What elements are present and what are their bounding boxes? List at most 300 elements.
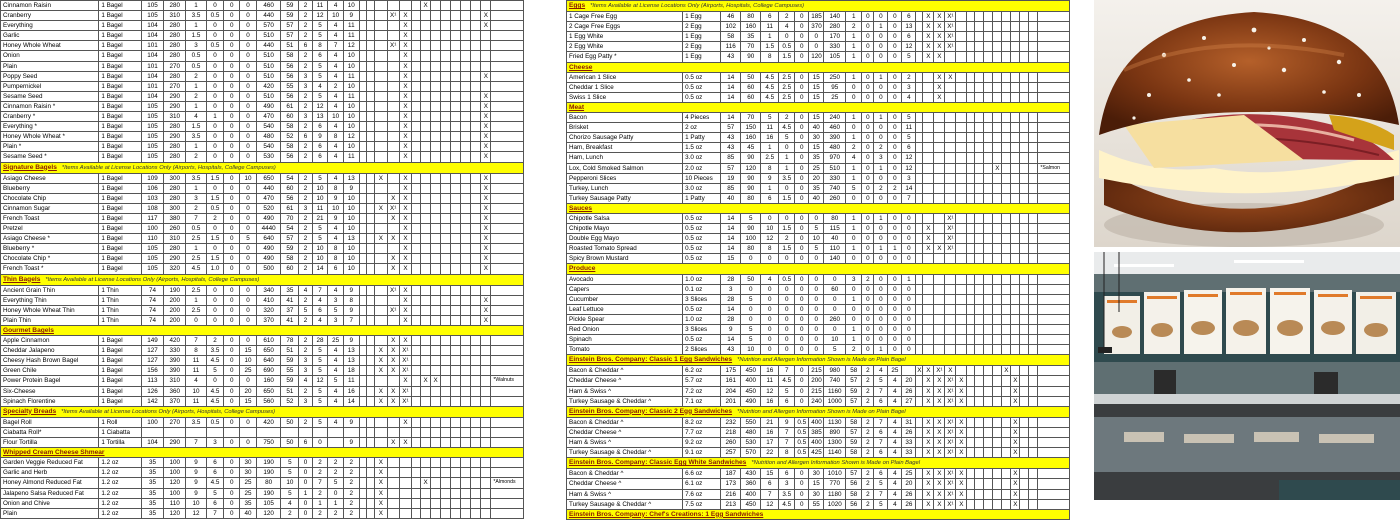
nutrient-value-cell	[186, 427, 206, 437]
nutrient-value-cell: 490	[256, 101, 281, 111]
allergen-flag-cell	[412, 244, 421, 254]
serving-size-cell: 9.2 oz	[683, 438, 721, 448]
nutrient-value-cell: 520	[256, 203, 281, 213]
allergen-flag-cell	[975, 163, 984, 173]
allergen-flag-cell	[1002, 32, 1011, 42]
allergen-flag-cell	[399, 458, 411, 468]
allergen-flag-cell	[461, 112, 471, 122]
allergen-note-cell	[1038, 325, 1070, 335]
nutrient-value-cell: 4	[328, 122, 344, 132]
allergen-flag-cell	[421, 234, 431, 244]
nutrient-value-cell: 43	[721, 143, 741, 153]
nutrient-value-cell: 0	[795, 284, 809, 294]
allergen-flag-cell	[375, 132, 387, 142]
allergen-flag-cell	[375, 224, 387, 234]
nutrient-value-cell: 1180	[824, 489, 846, 499]
nutrient-value-cell: 2.5	[186, 234, 206, 244]
allergen-flag-cell	[412, 305, 421, 315]
nutrient-value-cell: 480	[824, 143, 846, 153]
serving-size-cell: 3.0 oz	[683, 183, 721, 193]
allergen-flag-cell	[441, 396, 451, 406]
nutrient-value-cell: 5	[312, 21, 328, 31]
item-name-cell: Onion	[1, 51, 99, 61]
nutrient-value-cell: 3	[846, 274, 862, 284]
item-name-cell: Six-Cheese	[1, 386, 99, 396]
allergen-flag-cell	[359, 254, 367, 264]
allergen-flag-cell	[984, 12, 993, 22]
table-row	[567, 193, 1070, 203]
allergen-flag-cell	[993, 366, 1002, 376]
nutrient-value-cell: 60	[281, 264, 299, 274]
table-row	[1, 183, 524, 193]
allergen-flag-cell	[1029, 42, 1038, 52]
nutrient-value-cell: 35	[741, 32, 761, 42]
serving-size-cell: 1 Bagel	[99, 81, 141, 91]
allergen-flag-cell	[967, 489, 975, 499]
allergen-flag-cell	[412, 438, 421, 448]
allergen-flag-cell	[387, 173, 399, 183]
allergen-flag-cell: X	[934, 396, 945, 406]
nutrient-value-cell: 530	[741, 438, 761, 448]
section-header-cell	[567, 1, 1070, 12]
nutrient-value-cell: 2.5	[779, 72, 795, 82]
nutrient-value-cell: 0	[888, 42, 902, 52]
nutrient-value-cell: 1.5	[779, 52, 795, 62]
allergen-flag-cell	[967, 143, 975, 153]
allergen-flag-cell	[367, 376, 375, 386]
nutrient-value-cell: 10	[328, 11, 344, 21]
nutrient-value-cell: 57	[281, 31, 299, 41]
allergen-flag-cell	[367, 488, 375, 498]
nutrient-value-cell: 690	[256, 366, 281, 376]
allergen-flag-cell	[399, 427, 411, 437]
allergen-flag-cell	[934, 284, 945, 294]
nutrient-value-cell: 2	[343, 458, 359, 468]
allergen-flag-cell	[1002, 72, 1011, 82]
nutrient-value-cell: 74	[141, 285, 163, 295]
allergen-flag-cell: X	[375, 478, 387, 488]
allergen-flag-cell	[359, 1, 367, 11]
nutrient-value-cell: 35	[141, 458, 163, 468]
allergen-note-cell	[1038, 173, 1070, 183]
table-row	[567, 153, 1070, 163]
nutrient-value-cell: 105	[141, 254, 163, 264]
allergen-flag-cell	[412, 346, 421, 356]
sandwich-illustration	[1094, 0, 1400, 247]
nutrient-value-cell: 1.5	[206, 234, 224, 244]
nutrient-value-cell: 25	[328, 336, 344, 346]
allergen-flag-cell	[934, 274, 945, 284]
allergen-flag-cell: X	[481, 244, 491, 254]
section-note: *Items Available at License Locations Only (Airports, Hospitals, College Campuses)	[61, 164, 276, 171]
nutrient-value-cell: 215	[809, 386, 824, 396]
allergen-flag-cell	[471, 234, 481, 244]
allergen-flag-cell: X	[923, 417, 934, 427]
table-row	[567, 22, 1070, 32]
nutrient-value-cell: 7	[874, 417, 888, 427]
nutrient-value-cell: 27	[902, 396, 916, 406]
allergen-flag-cell	[387, 468, 399, 478]
nutrient-value-cell: 430	[741, 469, 761, 479]
nutrient-value-cell: 0	[224, 468, 240, 478]
nutrient-value-cell: 0	[888, 294, 902, 304]
allergen-note-cell	[491, 31, 524, 41]
allergen-flag-cell: X	[399, 21, 411, 31]
section-title: Einstein Bros. Company: Classic 1 Egg Sandwiches	[569, 356, 733, 364]
nutrient-value-cell: 310	[164, 376, 186, 386]
item-name-cell: French Toast	[1, 213, 99, 223]
item-name-cell: Chocolate Chip *	[1, 254, 99, 264]
table-row	[1, 438, 524, 448]
section-header-row	[1, 274, 524, 285]
nutrient-value-cell: 0	[795, 224, 809, 234]
nutrient-value-cell: 11	[902, 123, 916, 133]
allergen-flag-cell	[367, 438, 375, 448]
allergen-flag-cell: X	[399, 234, 411, 244]
nutrient-value-cell: 0	[779, 294, 795, 304]
allergen-flag-cell	[967, 153, 975, 163]
nutrient-value-cell: 0	[224, 285, 240, 295]
allergen-flag-cell	[375, 41, 387, 51]
table-row	[567, 386, 1070, 396]
allergen-flag-cell	[1011, 92, 1020, 102]
nutrient-value-cell: 12	[902, 153, 916, 163]
nutrient-value-cell: 0	[824, 294, 846, 304]
allergen-flag-cell	[451, 478, 461, 488]
allergen-flag-cell	[1002, 234, 1011, 244]
nutrient-value-cell: 0	[902, 213, 916, 223]
nutrient-value-cell: 6	[874, 469, 888, 479]
nutrient-value-cell: 60	[741, 92, 761, 102]
allergen-flag-cell	[375, 427, 387, 437]
allergen-flag-cell	[984, 294, 993, 304]
nutrient-value-cell: 9	[328, 213, 344, 223]
allergen-flag-cell	[967, 366, 975, 376]
allergen-flag-cell	[431, 366, 441, 376]
allergen-flag-cell	[984, 113, 993, 123]
allergen-flag-cell	[471, 51, 481, 61]
nutrient-value-cell: 9	[312, 132, 328, 142]
allergen-flag-cell	[1029, 234, 1038, 244]
nutrient-value-cell: 0	[206, 295, 224, 305]
nutrient-value-cell: 7	[779, 427, 795, 437]
nutrient-value-cell: 15	[240, 396, 257, 406]
allergen-flag-cell: X¹	[387, 285, 399, 295]
allergen-note-cell	[1038, 193, 1070, 203]
nutrient-value-cell: 1	[846, 213, 862, 223]
allergen-flag-cell	[461, 315, 471, 325]
nutrient-value-cell: 4	[328, 21, 344, 31]
nutrient-value-cell: 320	[164, 264, 186, 274]
allergen-flag-cell	[431, 193, 441, 203]
nutrient-value-cell: 0	[862, 113, 874, 123]
nutrient-value-cell: 0	[240, 213, 257, 223]
section-header-row	[567, 406, 1070, 417]
nutrient-value-cell: 0	[862, 22, 874, 32]
allergen-flag-cell	[431, 295, 441, 305]
allergen-flag-cell: X¹	[945, 376, 956, 386]
serving-size-cell: 0.5 oz	[683, 304, 721, 314]
allergen-flag-cell: X	[956, 386, 967, 396]
item-name-cell: Pumpernickel	[1, 81, 99, 91]
allergen-flag-cell	[375, 81, 387, 91]
table-row	[1, 11, 524, 21]
allergen-note-cell	[491, 264, 524, 274]
nutrient-value-cell: 0.5	[795, 417, 809, 427]
allergen-flag-cell	[451, 122, 461, 132]
serving-size-cell: 6.1 oz	[683, 479, 721, 489]
nutrient-value-cell: 280	[164, 244, 186, 254]
allergen-note-cell	[491, 468, 524, 478]
allergen-flag-cell: X¹	[945, 396, 956, 406]
nutrient-value-cell: 0	[206, 71, 224, 81]
nutrition-table-left	[0, 0, 524, 519]
nutrient-value-cell: 14	[721, 224, 741, 234]
nutrient-value-cell: 10	[741, 345, 761, 355]
allergen-flag-cell	[367, 112, 375, 122]
allergen-flag-cell	[923, 325, 934, 335]
allergen-flag-cell	[421, 183, 431, 193]
nutrient-value-cell: 260	[721, 438, 741, 448]
nutrient-value-cell: 420	[256, 417, 281, 427]
allergen-flag-cell	[1002, 376, 1011, 386]
item-name-cell: Ham & Swiss ^	[567, 489, 683, 499]
nutrient-value-cell: 19	[721, 173, 741, 183]
table-row	[1, 305, 524, 315]
allergen-flag-cell	[387, 81, 399, 91]
nutrient-value-cell: 0	[795, 123, 809, 133]
nutrient-value-cell: 10	[343, 224, 359, 234]
allergen-flag-cell	[431, 132, 441, 142]
item-name-cell: Tomato	[567, 345, 683, 355]
nutrient-value-cell: 14	[721, 335, 741, 345]
nutrient-value-cell: 0	[240, 41, 257, 51]
nutrient-value-cell: 0	[795, 82, 809, 92]
allergen-flag-cell: X¹	[945, 489, 956, 499]
nutrient-value-cell: 280	[164, 152, 186, 162]
nutrient-value-cell	[328, 438, 344, 448]
nutrient-value-cell: 0	[795, 366, 809, 376]
nutrient-value-cell: 9	[343, 305, 359, 315]
nutrient-value-cell: 45	[741, 143, 761, 153]
allergen-flag-cell	[984, 335, 993, 345]
serving-size-cell: 1 Bagel	[99, 101, 141, 111]
allergen-flag-cell	[975, 489, 984, 499]
allergen-flag-cell: X	[1011, 499, 1020, 509]
allergen-flag-cell	[967, 254, 975, 264]
nutrient-value-cell: 5	[312, 31, 328, 41]
allergen-flag-cell	[471, 81, 481, 91]
allergen-flag-cell: X¹	[945, 479, 956, 489]
allergen-flag-cell	[471, 193, 481, 203]
allergen-flag-cell	[993, 284, 1002, 294]
allergen-flag-cell	[412, 213, 421, 223]
allergen-flag-cell	[945, 82, 956, 92]
nutrient-value-cell: 11	[343, 152, 359, 162]
nutrient-value-cell: 0	[206, 31, 224, 41]
nutrient-value-cell: 4	[328, 366, 344, 376]
allergen-flag-cell	[1029, 438, 1038, 448]
item-name-cell: Sesame Seed	[1, 91, 99, 101]
nutrient-value-cell: 310	[164, 234, 186, 244]
nutrient-value-cell: 0	[795, 489, 809, 499]
allergen-flag-cell	[471, 224, 481, 234]
nutrient-value-cell: 35	[141, 478, 163, 488]
allergen-flag-cell	[359, 224, 367, 234]
nutrient-value-cell: 12	[312, 11, 328, 21]
allergen-note-cell	[491, 438, 524, 448]
allergen-flag-cell: X	[923, 396, 934, 406]
allergen-flag-cell	[387, 91, 399, 101]
nutrient-value-cell: 370	[164, 396, 186, 406]
allergen-flag-cell	[923, 133, 934, 143]
nutrient-value-cell: 0	[888, 133, 902, 143]
item-name-cell: Plain	[1, 508, 99, 518]
allergen-flag-cell	[359, 264, 367, 274]
nutrient-value-cell: 640	[256, 234, 281, 244]
nutrient-value-cell: 30	[809, 489, 824, 499]
allergen-flag-cell	[967, 163, 975, 173]
item-name-cell: Plain	[1, 61, 99, 71]
nutrient-value-cell: 0	[888, 82, 902, 92]
nutrient-value-cell: 0	[888, 123, 902, 133]
nutrient-value-cell: 1.5	[186, 122, 206, 132]
item-name-cell: Bacon & Cheddar ^	[567, 366, 683, 376]
nutrient-value-cell: 0	[795, 42, 809, 52]
nutrient-value-cell: 0	[846, 234, 862, 244]
nutrient-value-cell: 0	[795, 143, 809, 153]
nutrient-value-cell: 0	[795, 244, 809, 254]
nutrient-value-cell: 2	[186, 203, 206, 213]
nutrient-value-cell: 2	[343, 508, 359, 518]
allergen-flag-cell	[367, 244, 375, 254]
nutrient-value-cell: 8	[761, 163, 779, 173]
allergen-flag-cell	[993, 82, 1002, 92]
nutrient-value-cell: 0	[741, 304, 761, 314]
nutrient-value-cell: 0	[795, 396, 809, 406]
section-note: *Nutrition and Allergen Information Shown is Made on Plain Bagel	[737, 357, 906, 364]
nutrient-value-cell: 0	[902, 294, 916, 304]
allergen-flag-cell	[421, 244, 431, 254]
allergen-flag-cell	[967, 274, 975, 284]
allergen-flag-cell	[451, 427, 461, 437]
nutrient-value-cell: 2	[779, 234, 795, 244]
allergen-flag-cell	[431, 305, 441, 315]
nutrient-value-cell: 4	[902, 92, 916, 102]
nutrient-value-cell: 240	[809, 396, 824, 406]
allergen-flag-cell: X¹	[945, 417, 956, 427]
nutrient-value-cell: 101	[141, 81, 163, 91]
nutrient-value-cell: 51	[281, 386, 299, 396]
allergen-flag-cell	[967, 123, 975, 133]
nutrient-value-cell: 100	[164, 468, 186, 478]
nutrient-value-cell: 1.5	[206, 254, 224, 264]
nutrient-value-cell: 0	[862, 123, 874, 133]
nutrient-value-cell: 470	[256, 112, 281, 122]
allergen-flag-cell	[367, 101, 375, 111]
allergen-note-cell	[491, 101, 524, 111]
nutrient-value-cell: 8	[186, 346, 206, 356]
allergen-flag-cell	[945, 274, 956, 284]
nutrient-value-cell: 2	[862, 427, 874, 437]
allergen-flag-cell	[967, 72, 975, 82]
allergen-flag-cell: X	[1011, 469, 1020, 479]
allergen-flag-cell	[975, 314, 984, 324]
allergen-flag-cell	[431, 152, 441, 162]
allergen-flag-cell	[421, 386, 431, 396]
nutrient-value-cell: 0	[824, 325, 846, 335]
allergen-note-cell	[491, 295, 524, 305]
nutrient-value-cell: 0	[240, 336, 257, 346]
nutrient-value-cell: 59	[846, 438, 862, 448]
nutrient-value-cell: 41	[281, 295, 299, 305]
allergen-flag-cell: X	[399, 31, 411, 41]
nutrient-value-cell: 425	[809, 448, 824, 458]
nutrient-value-cell: 740	[824, 183, 846, 193]
allergen-flag-cell	[984, 244, 993, 254]
allergen-flag-cell	[993, 113, 1002, 123]
allergen-flag-cell	[1011, 325, 1020, 335]
allergen-flag-cell	[916, 163, 923, 173]
allergen-flag-cell	[923, 314, 934, 324]
item-name-cell: Avocado	[567, 274, 683, 284]
serving-size-cell: 6.2 oz	[683, 366, 721, 376]
allergen-flag-cell	[421, 458, 431, 468]
nutrient-value-cell: 3	[779, 479, 795, 489]
serving-size-cell: 6.6 oz	[683, 469, 721, 479]
allergen-flag-cell	[431, 21, 441, 31]
nutrient-value-cell: 4	[312, 295, 328, 305]
nutrient-value-cell: 0	[795, 274, 809, 284]
nutrient-value-cell: 57	[846, 376, 862, 386]
section-title: Eggs	[569, 2, 586, 9]
nutrient-value-cell: 4	[328, 51, 344, 61]
allergen-flag-cell	[984, 183, 993, 193]
allergen-flag-cell	[984, 193, 993, 203]
table-row	[567, 438, 1070, 448]
allergen-note-cell	[491, 183, 524, 193]
nutrient-value-cell: 3	[721, 284, 741, 294]
allergen-flag-cell	[471, 468, 481, 478]
serving-size-cell: 1 Bagel	[99, 244, 141, 254]
item-name-cell: Honey Whole Wheat	[1, 41, 99, 51]
allergen-flag-cell	[956, 234, 967, 244]
allergen-flag-cell: X	[945, 366, 956, 376]
nutrient-value-cell: 12	[902, 163, 916, 173]
allergen-flag-cell	[431, 346, 441, 356]
allergen-flag-cell	[934, 173, 945, 183]
allergen-flag-cell	[1002, 254, 1011, 264]
allergen-flag-cell: X¹	[945, 234, 956, 244]
nutrient-value-cell: 12	[312, 376, 328, 386]
allergen-flag-cell	[923, 193, 934, 203]
item-name-cell: Flour Tortilla	[1, 438, 99, 448]
allergen-flag-cell	[967, 133, 975, 143]
allergen-flag-cell	[441, 71, 451, 81]
allergen-flag-cell	[421, 132, 431, 142]
allergen-flag-cell: X	[956, 489, 967, 499]
nutrient-value-cell: 0	[299, 478, 312, 488]
nutrient-value-cell: 0	[224, 356, 240, 366]
allergen-flag-cell	[441, 101, 451, 111]
nutrient-value-cell: 2	[779, 12, 795, 22]
nutrient-value-cell: 0	[224, 11, 240, 21]
nutrient-value-cell: 104	[141, 438, 163, 448]
allergen-flag-cell	[451, 498, 461, 508]
allergen-flag-cell	[1020, 335, 1029, 345]
allergen-flag-cell	[471, 315, 481, 325]
item-name-cell: Swiss 1 Slice	[567, 92, 683, 102]
